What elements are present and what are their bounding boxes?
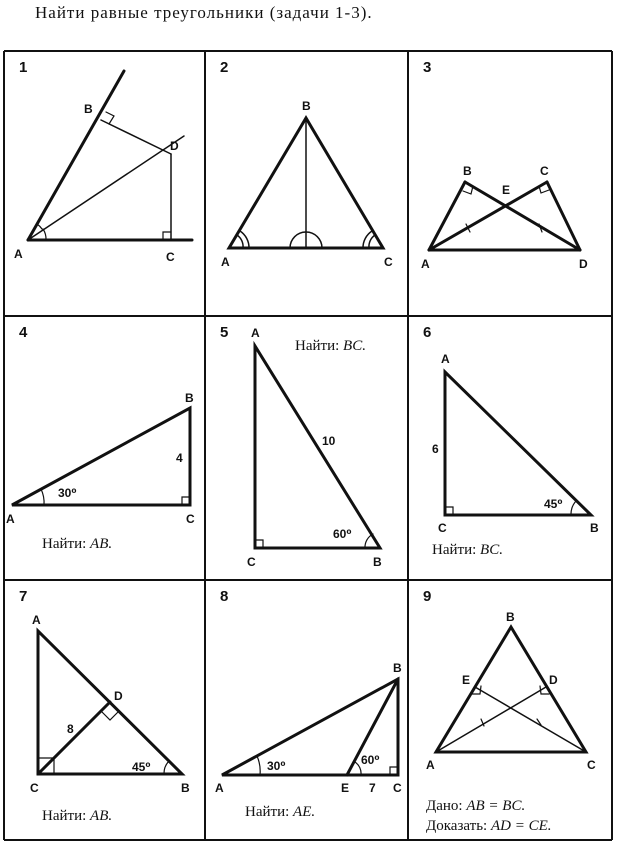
figure-1 bbox=[4, 51, 205, 316]
vertex-B: B bbox=[84, 102, 93, 116]
figure-2 bbox=[205, 51, 408, 316]
vertex-A: A bbox=[421, 257, 430, 271]
problem-4 bbox=[4, 316, 205, 580]
vertex-B: B bbox=[302, 99, 311, 113]
task-target: AB. bbox=[90, 536, 113, 552]
task-text bbox=[245, 804, 315, 821]
task-prefix: Найти: bbox=[295, 338, 340, 354]
problem-number: 6 bbox=[423, 324, 432, 341]
problem-6 bbox=[408, 316, 612, 580]
task-text bbox=[42, 536, 112, 553]
vertex-D: D bbox=[549, 673, 558, 687]
vertex-C: C bbox=[384, 255, 393, 269]
problem-number: 4 bbox=[19, 324, 28, 341]
vertex-C: C bbox=[186, 512, 195, 526]
page-heading: Найти равные треугольники (задачи 1-3). bbox=[35, 3, 373, 22]
angle-label: 45⁰ bbox=[544, 497, 563, 511]
vertex-C: C bbox=[587, 758, 596, 772]
problem-1 bbox=[4, 51, 205, 316]
figure-8 bbox=[205, 580, 408, 840]
vertex-B: B bbox=[181, 781, 190, 795]
angle-label: 60⁰ bbox=[333, 527, 352, 541]
task-target: BC. bbox=[343, 338, 366, 354]
vertex-C: C bbox=[166, 250, 175, 264]
task-prefix: Найти: bbox=[245, 804, 290, 820]
vertex-D: D bbox=[170, 139, 179, 153]
given-text bbox=[426, 798, 525, 815]
problem-5 bbox=[205, 316, 408, 580]
prove-text bbox=[426, 818, 552, 835]
vertex-B: B bbox=[185, 391, 194, 405]
side-label: 10 bbox=[322, 434, 336, 448]
figure-6 bbox=[408, 316, 612, 580]
figure-5 bbox=[205, 316, 408, 580]
problem-number: 3 bbox=[423, 59, 432, 76]
prove-statement: AD = CE. bbox=[490, 818, 552, 834]
figure-3 bbox=[408, 51, 612, 316]
problem-number: 8 bbox=[220, 588, 229, 605]
vertex-B: B bbox=[590, 521, 599, 535]
side-label: 8 bbox=[67, 722, 74, 736]
vertex-E: E bbox=[341, 781, 350, 795]
problem-8 bbox=[205, 580, 408, 840]
vertex-D: D bbox=[579, 257, 588, 271]
vertex-A: A bbox=[14, 247, 23, 261]
side-label: 6 bbox=[432, 442, 439, 456]
vertex-C: C bbox=[393, 781, 402, 795]
task-prefix: Найти: bbox=[432, 542, 477, 558]
given-statement: AB = BC. bbox=[466, 798, 526, 814]
prove-prefix: Доказать: bbox=[426, 818, 488, 834]
given-prefix: Дано: bbox=[426, 798, 463, 814]
vertex-D: D bbox=[114, 689, 123, 703]
vertex-C: C bbox=[438, 521, 447, 535]
task-prefix: Найти: bbox=[42, 536, 87, 552]
problem-number: 1 bbox=[19, 59, 28, 76]
angle-label-2: 60⁰ bbox=[361, 753, 380, 767]
angle-label: 30⁰ bbox=[58, 486, 77, 500]
task-target: AE. bbox=[293, 804, 316, 820]
vertex-A: A bbox=[251, 326, 260, 340]
task-text bbox=[432, 542, 503, 559]
vertex-A: A bbox=[6, 512, 15, 526]
problem-number: 2 bbox=[220, 59, 229, 76]
vertex-C: C bbox=[540, 164, 549, 178]
vertex-C: C bbox=[30, 781, 39, 795]
vertex-E: E bbox=[502, 183, 511, 197]
vertex-B: B bbox=[506, 610, 515, 624]
vertex-B: B bbox=[463, 164, 472, 178]
angle-label-1: 30⁰ bbox=[267, 759, 286, 773]
task-text bbox=[295, 338, 366, 355]
vertex-A: A bbox=[32, 613, 41, 627]
task-prefix: Найти: bbox=[42, 808, 87, 824]
vertex-E: E bbox=[462, 673, 471, 687]
vertex-A: A bbox=[215, 781, 224, 795]
vertex-B: B bbox=[373, 555, 382, 569]
problem-9 bbox=[408, 580, 612, 840]
task-target: BC. bbox=[480, 542, 503, 558]
problem-3 bbox=[408, 51, 612, 316]
task-target: AB. bbox=[90, 808, 113, 824]
vertex-B: B bbox=[393, 661, 402, 675]
problem-number: 9 bbox=[423, 588, 432, 605]
side-label: 4 bbox=[176, 451, 183, 465]
figure-7 bbox=[4, 580, 205, 840]
vertex-C: C bbox=[247, 555, 256, 569]
problem-7 bbox=[4, 580, 205, 840]
side-label: 7 bbox=[369, 781, 376, 795]
task-text bbox=[42, 808, 112, 825]
problem-number: 7 bbox=[19, 588, 28, 605]
problem-2 bbox=[205, 51, 408, 316]
problem-number: 5 bbox=[220, 324, 229, 341]
vertex-A: A bbox=[221, 255, 230, 269]
vertex-A: A bbox=[426, 758, 435, 772]
vertex-A: A bbox=[441, 352, 450, 366]
angle-label: 45⁰ bbox=[132, 760, 151, 774]
